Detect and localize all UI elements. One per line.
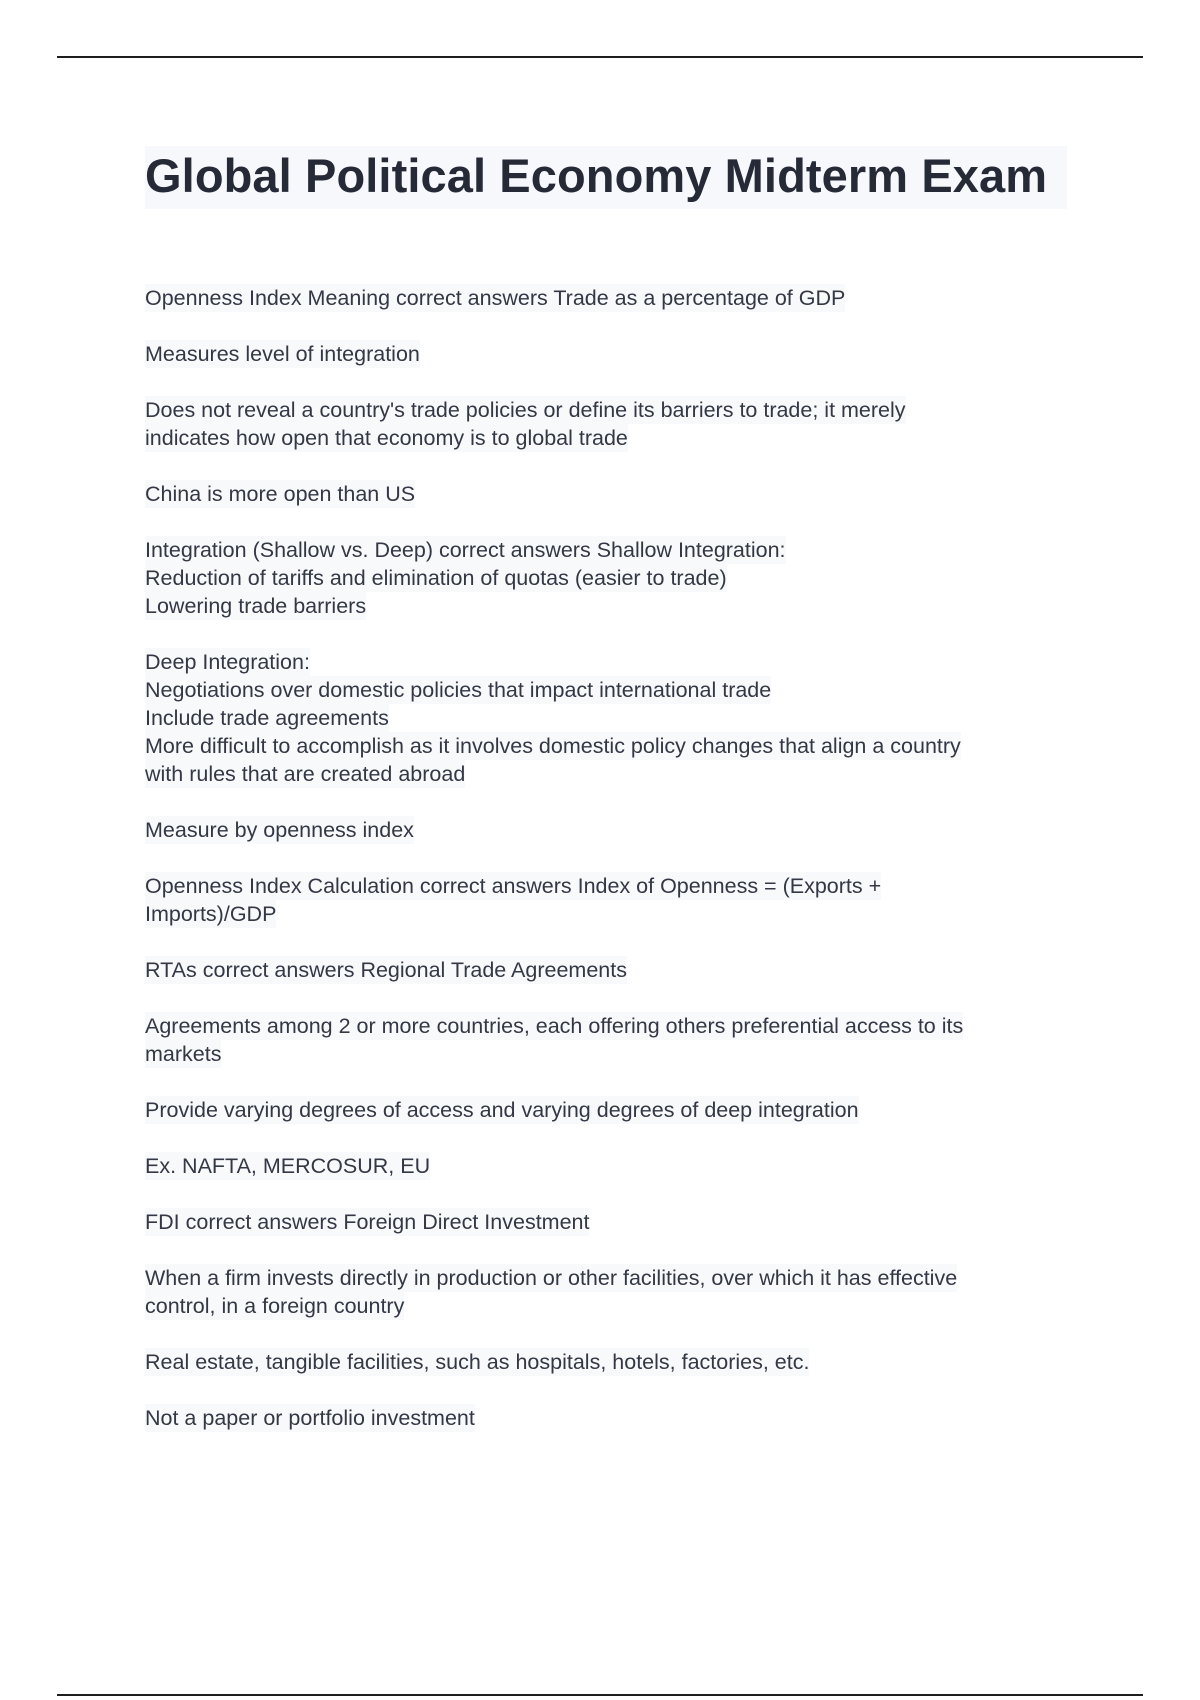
paragraph-does-not-reveal — [145, 396, 1085, 452]
text-line: control, in a foreign country — [145, 1294, 405, 1318]
paragraph-fdi — [145, 1208, 1085, 1236]
text-line: Include trade agreements — [145, 706, 389, 730]
text-line: Measures level of integration — [145, 342, 420, 366]
text-line: Agreements among 2 or more countries, each offering others preferential access to its — [145, 1014, 964, 1038]
paragraph-openness-meaning — [145, 284, 1085, 312]
paragraph-integration-shallow — [145, 536, 1085, 620]
page-title: Global Political Economy Midterm Exam — [145, 146, 1067, 209]
text-line: Negotiations over domestic policies that impact international trade — [145, 678, 772, 702]
text-line: Reduction of tariffs and elimination of quotas (easier to trade) — [145, 566, 727, 590]
text-line: Imports)/GDP — [145, 902, 277, 926]
text-line: China is more open than US — [145, 482, 416, 506]
text-line: Openness Index Calculation correct answers Index of Openness = (Exports + — [145, 874, 882, 898]
paragraph-openness-calculation — [145, 872, 1085, 928]
text-line: Provide varying degrees of access and varying degrees of deep integration — [145, 1098, 859, 1122]
text-line: indicates how open that economy is to global trade — [145, 426, 628, 450]
document-body — [145, 284, 1085, 1460]
text-line: Not a paper or portfolio investment — [145, 1406, 475, 1430]
paragraph-china-open — [145, 480, 1085, 508]
text-line: More difficult to accomplish as it involves domestic policy changes that align a country — [145, 734, 961, 758]
paragraph-measure-by-index — [145, 816, 1085, 844]
paragraph-examples — [145, 1152, 1085, 1180]
text-line: Does not reveal a country's trade policies or define its barriers to trade; it merely — [145, 398, 906, 422]
text-line: with rules that are created abroad — [145, 762, 466, 786]
paragraph-not-paper — [145, 1404, 1085, 1432]
paragraph-firm-invests — [145, 1264, 1085, 1320]
text-line: Lowering trade barriers — [145, 594, 367, 618]
text-line: RTAs correct answers Regional Trade Agreements — [145, 958, 627, 982]
text-line: Real estate, tangible facilities, such as hospitals, hotels, factories, etc. — [145, 1350, 810, 1374]
text-line: Ex. NAFTA, MERCOSUR, EU — [145, 1154, 431, 1178]
top-rule — [57, 56, 1143, 58]
text-line: Measure by openness index — [145, 818, 414, 842]
paragraph-deep-integration — [145, 648, 1085, 788]
text-line: Openness Index Meaning correct answers Trade as a percentage of GDP — [145, 286, 846, 310]
paragraph-agreements — [145, 1012, 1085, 1068]
text-line: When a firm invests directly in production or other facilities, over which it has effective — [145, 1266, 958, 1290]
paragraph-measures-integration — [145, 340, 1085, 368]
paragraph-varying-degrees — [145, 1096, 1085, 1124]
text-line: Deep Integration: — [145, 650, 310, 674]
paragraph-rtas — [145, 956, 1085, 984]
text-line: Integration (Shallow vs. Deep) correct answers Shallow Integration: — [145, 538, 786, 562]
text-line: FDI correct answers Foreign Direct Investment — [145, 1210, 590, 1234]
text-line: markets — [145, 1042, 222, 1066]
bottom-rule — [57, 1694, 1143, 1696]
paragraph-real-estate — [145, 1348, 1085, 1376]
